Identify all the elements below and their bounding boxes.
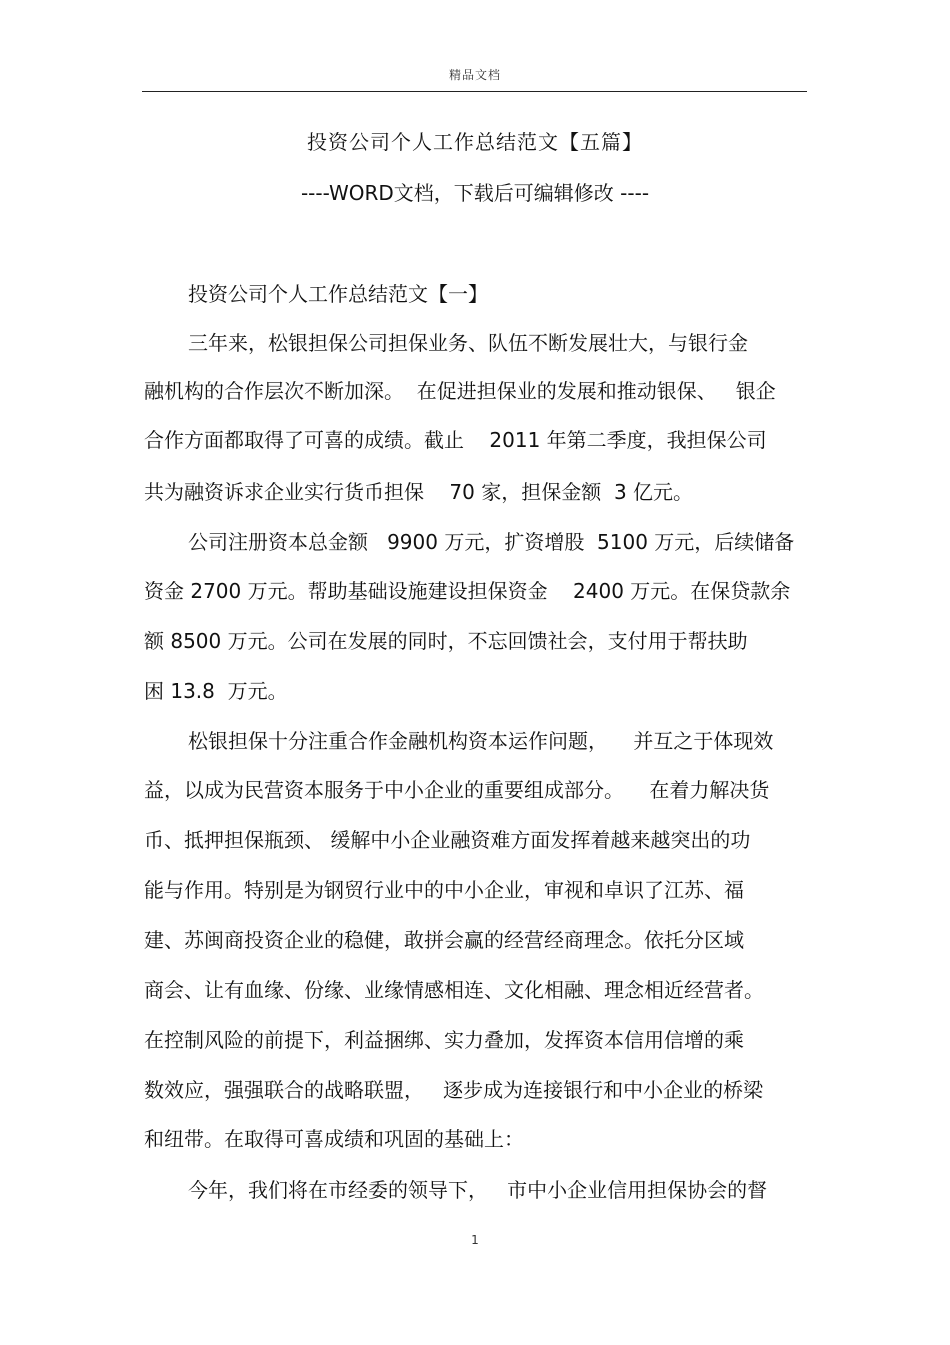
text-line: 松银担保十分注重合作金融机构资本运作问题， 并互之于体现效 — [188, 729, 774, 753]
text-line: 能与作用。特别是为钢贸行业中的中小企业，审视和卓识了江苏、福 — [144, 878, 744, 902]
paragraph-line — [0, 875, 950, 905]
paragraph-line — [0, 527, 950, 557]
paragraph-line — [0, 726, 950, 756]
text-line: 公司注册资本总金额 9900 万元，扩资增股 5100 万元，后续储备 — [188, 530, 795, 554]
text-line: 额 8500 万元。公司在发展的同时，不忘回馈社会，支付用于帮扶助 — [144, 629, 748, 653]
text-line: 益，以成为民营资本服务于中小企业的重要组成部分。 在着力解决货 — [144, 778, 770, 802]
paragraph-line — [0, 1075, 950, 1105]
text-line: 数效应，强强联合的战略联盟， 逐步成为连接银行和中小企业的桥梁 — [144, 1078, 764, 1102]
text-line: 投资公司个人工作总结范文【一】 — [188, 282, 488, 306]
paragraph-line — [0, 376, 950, 406]
paragraph-line — [0, 477, 950, 507]
text-line: 合作方面都取得了可喜的成绩。截止 2011 年第二季度，我担保公司 — [144, 428, 767, 452]
text-line: 困 13.8 万元。 — [144, 679, 288, 703]
section-heading — [0, 279, 950, 309]
paragraph-line — [0, 925, 950, 955]
page-header: 精品文档 — [448, 68, 501, 82]
paragraph-line — [0, 1124, 950, 1154]
header-divider — [142, 91, 807, 92]
text-line: 今年，我们将在市经委的领导下， 市中小企业信用担保协会的督 — [188, 1178, 768, 1202]
text-line: 商会、让有血缘、份缘、业缘情感相连、文化相融、理念相近经营者。 — [144, 978, 764, 1002]
text-line: 币、抵押担保瓶颈、 缓解中小企业融资难方面发挥着越来越突出的功 — [144, 828, 751, 852]
text-line: 三年来，松银担保公司担保业务、队伍不断发展壮大，与银行金 — [188, 331, 748, 355]
text-line: 和纽带。在取得可喜成绩和巩固的基础上： — [144, 1127, 524, 1151]
paragraph-line — [0, 975, 950, 1005]
document-subtitle: ----WORD文档，下载后可编辑修改 ---- — [300, 181, 650, 205]
text-line: 建、苏闽商投资企业的稳健，敢拼会赢的经营经商理念。依托分区域 — [144, 928, 744, 952]
paragraph-line — [0, 425, 950, 455]
paragraph-line — [0, 576, 950, 606]
paragraph-line — [0, 1025, 950, 1055]
paragraph-line — [0, 825, 950, 855]
paragraph-line — [0, 775, 950, 805]
paragraph-line — [0, 626, 950, 656]
paragraph-line — [0, 328, 950, 358]
paragraph-line — [0, 676, 950, 706]
text-line: 在控制风险的前提下，利益捆绑、实力叠加，发挥资本信用信增的乘 — [144, 1028, 744, 1052]
text-line: 共为融资诉求企业实行货币担保 70 家，担保金额 3 亿元。 — [144, 480, 694, 504]
page-number: 1 — [471, 1233, 479, 1247]
paragraph-line — [0, 1175, 950, 1205]
text-line: 融机构的合作层次不断加深。 在促进担保业的发展和推动银保、 银企 — [144, 379, 776, 403]
text-line: 资金 2700 万元。帮助基础设施建设担保资金 2400 万元。在保贷款余 — [144, 579, 791, 603]
document-title: 投资公司个人工作总结范文【五篇】 — [307, 130, 643, 154]
